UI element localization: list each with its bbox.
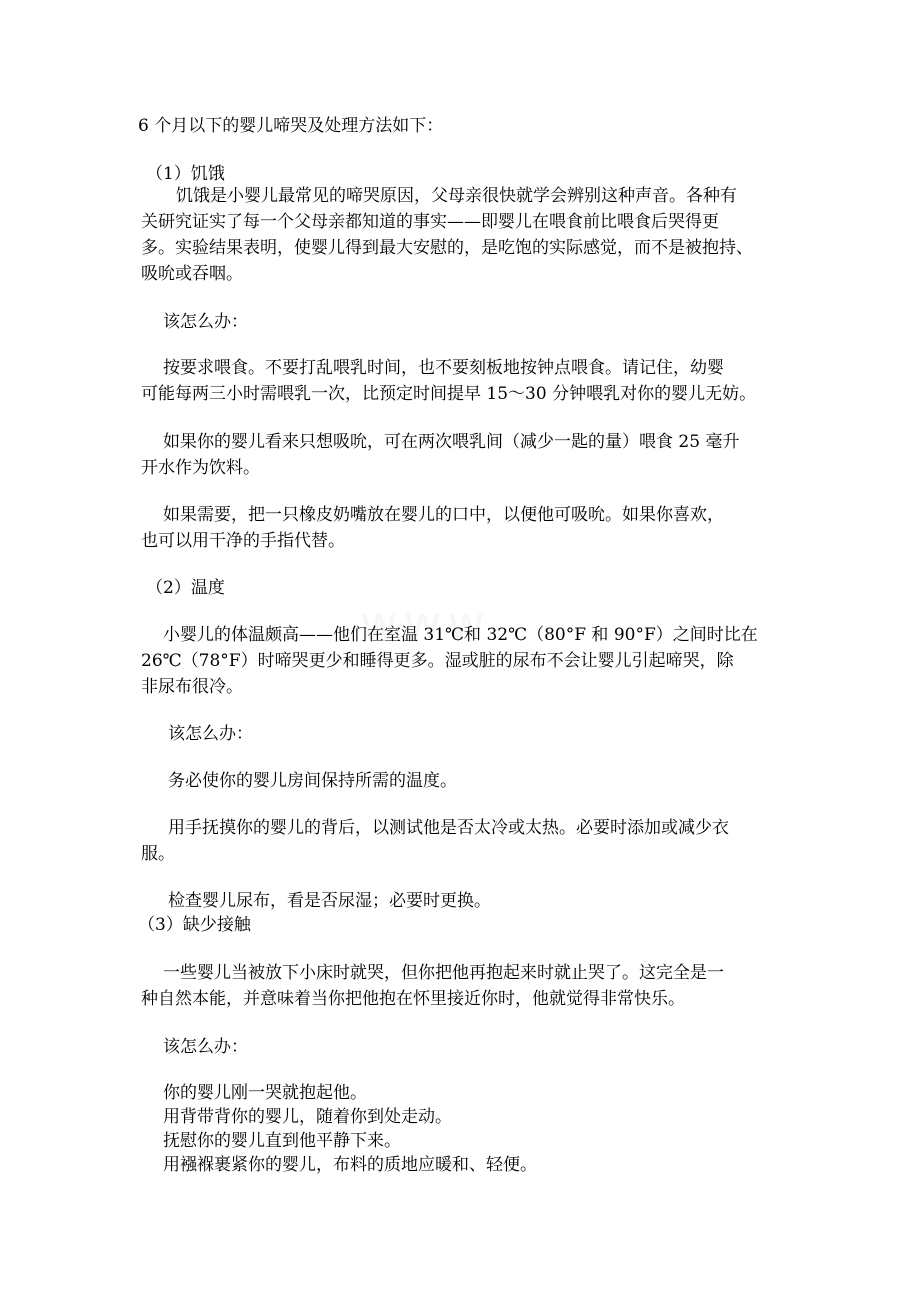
section-1-heading: （1）饥饿 — [146, 164, 225, 184]
s3-todo-label: 该怎么办： — [163, 1037, 248, 1057]
s1-tip-line: 可能每两三小时需喂乳一次，比预定时间提早 15～30 分钟喂乳对你的婴儿无妨。 — [141, 384, 757, 404]
s2-para-line: 小婴儿的体温颇高——他们在室温 31℃和 32℃（80°F 和 90°F）之间时比在 — [163, 625, 758, 645]
section-2-heading: （2）温度 — [146, 578, 225, 598]
s1-para-line: 吸吮或吞咽。 — [141, 264, 243, 284]
s2-para-line: 26℃（78°F）时啼哭更少和睡得更多。湿或脏的尿布不会让婴儿引起啼哭，除 — [141, 651, 734, 671]
s3-para-line: 一些婴儿当被放下小床时就哭，但你把他再抱起来时就止哭了。这完全是一 — [163, 963, 724, 983]
s3-tip-line: 用襁褓裹紧你的婴儿，布料的质地应暖和、轻便。 — [163, 1155, 537, 1175]
s1-para-line: 多。实验结果表明，使婴儿得到最大安慰的，是吃饱的实际感觉，而不是被抱持、 — [141, 238, 753, 258]
s2-tip-line: 用手抚摸你的婴儿的背后，以测试他是否太冷或太热。必要时添加或减少衣 — [168, 818, 729, 838]
s1-tip-line: 如果你的婴儿看来只想吸吮，可在两次喂乳间（减少一匙的量）喂食 25 毫升 — [163, 432, 740, 452]
section-3-heading: （3）缺少接触 — [138, 915, 251, 935]
s2-todo-label: 该怎么办： — [168, 724, 253, 744]
s2-tip-line: 务必使你的婴儿房间保持所需的温度。 — [168, 771, 457, 791]
s2-para-line: 非尿布很冷。 — [141, 677, 243, 697]
s3-tip-line: 你的婴儿刚一哭就抱起他。 — [163, 1083, 367, 1103]
s1-para-line: 饥饿是小婴儿最常见的啼哭原因，父母亲很快就学会辨别这种声音。各种有 — [176, 186, 737, 206]
s1-tip-line: 也可以用干净的手指代替。 — [141, 531, 345, 551]
s1-todo-label: 该怎么办： — [163, 312, 248, 332]
s2-tip-line: 检查婴儿尿布，看是否尿湿；必要时更换。 — [168, 891, 491, 911]
s1-tip-line: 如果需要，把一只橡皮奶嘴放在婴儿的口中，以便他可吸吮。如果你喜欢， — [163, 505, 724, 525]
s1-tip-line: 开水作为饮料。 — [141, 458, 260, 478]
s1-para-line: 关研究证实了每一个父母亲都知道的事实——即婴儿在喂食前比喂食后哭得更 — [141, 212, 719, 232]
document-title: 6 个月以下的婴儿啼哭及处理方法如下： — [138, 116, 444, 136]
s3-tip-line: 用背带背你的婴儿，随着你到处走动。 — [163, 1107, 452, 1127]
s3-tip-line: 抚慰你的婴儿直到他平静下来。 — [163, 1131, 401, 1151]
s1-tip-line: 按要求喂食。不要打乱喂乳时间，也不要刻板地按钟点喂食。请记住，幼婴 — [163, 358, 724, 378]
s2-tip-line: 服。 — [141, 844, 175, 864]
s3-para-line: 种自然本能，并意味着当你把他抱在怀里接近你时，他就觉得非常快乐。 — [141, 989, 685, 1009]
